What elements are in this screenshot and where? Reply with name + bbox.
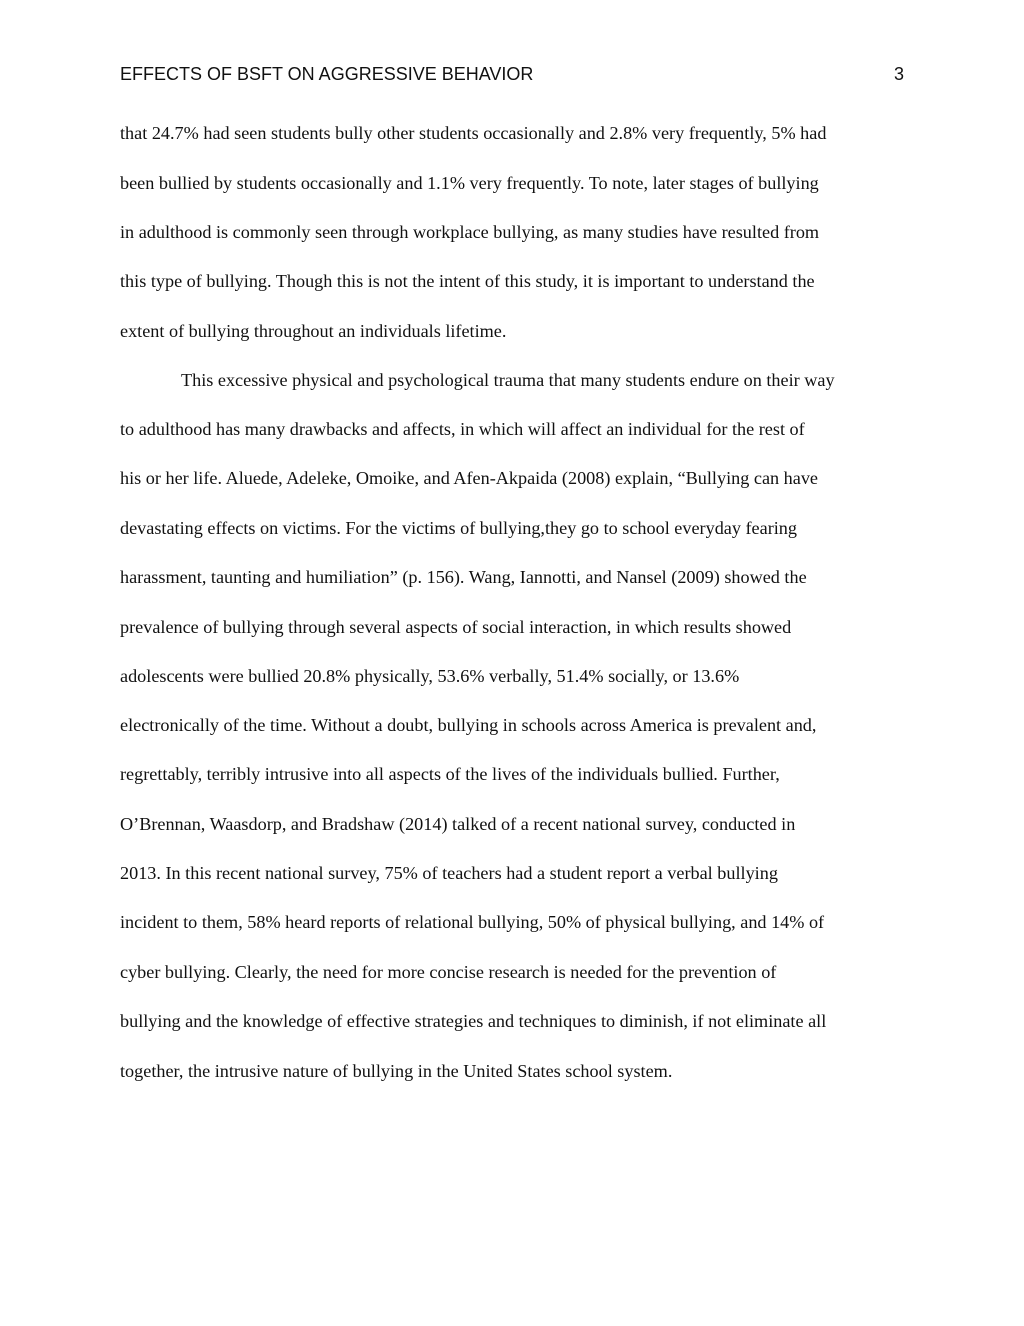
text-line: O’Brennan, Waasdorp, and Bradshaw (2014) talked of a recent national survey, conducted in [120,814,796,834]
text-line: regrettably, terribly intrusive into all aspects of the lives of the individuals bullied. Further, [120,764,780,784]
text-line: that 24.7% had seen students bully other students occasionally and 2.8% very frequently, 5% had [120,123,827,143]
text-line: prevalence of bullying through several aspects of social interaction, in which results showed [120,617,792,637]
paragraph-first-line: This excessive physical and psychological trauma that many students endure on their way [181,370,835,390]
text-line: in adulthood is commonly seen through workplace bullying, as many studies have resulted from [120,222,820,242]
text-line: extent of bullying throughout an individuals lifetime. [120,321,507,341]
page-number: 3 [893,64,904,84]
text-line: this type of bullying. Though this is not the intent of this study, it is important to understand the [120,271,815,291]
text-line: his or her life. Aluede, Adeleke, Omoike, and Afen-Akpaida (2008) explain, “Bullying can have [120,468,818,488]
running-head [120,60,904,88]
text-line: together, the intrusive nature of bullying in the United States school system. [120,1061,673,1081]
text-line: been bullied by students occasionally and 1.1% very frequently. To note, later stages of bullying [120,173,819,193]
text-line: 2013. In this recent national survey, 75% of teachers had a student report a verbal bullying [120,863,778,883]
text-line: devastating effects on victims. For the victims of bullying,they go to school everyday fearing [120,518,797,538]
text-line: adolescents were bullied 20.8% physically, 53.6% verbally, 51.4% socially, or 13.6% [120,666,740,686]
text-line: harassment, taunting and humiliation” (p. 156). Wang, Iannotti, and Nansel (2009) showed the [120,567,807,587]
running-head-title: EFFECTS OF BSFT ON AGGRESSIVE BEHAVIOR [120,64,534,84]
text-line: bullying and the knowledge of effective strategies and techniques to diminish, if not eliminate all [120,1011,827,1031]
text-line: electronically of the time. Without a doubt, bullying in schools across America is prevalent and, [120,715,817,735]
text-line: cyber bullying. Clearly, the need for more concise research is needed for the prevention of [120,962,777,982]
text-line: to adulthood has many drawbacks and affects, in which will affect an individual for the rest of [120,419,805,439]
text-line: incident to them, 58% heard reports of relational bullying, 50% of physical bullying, and 14% of [120,912,825,932]
